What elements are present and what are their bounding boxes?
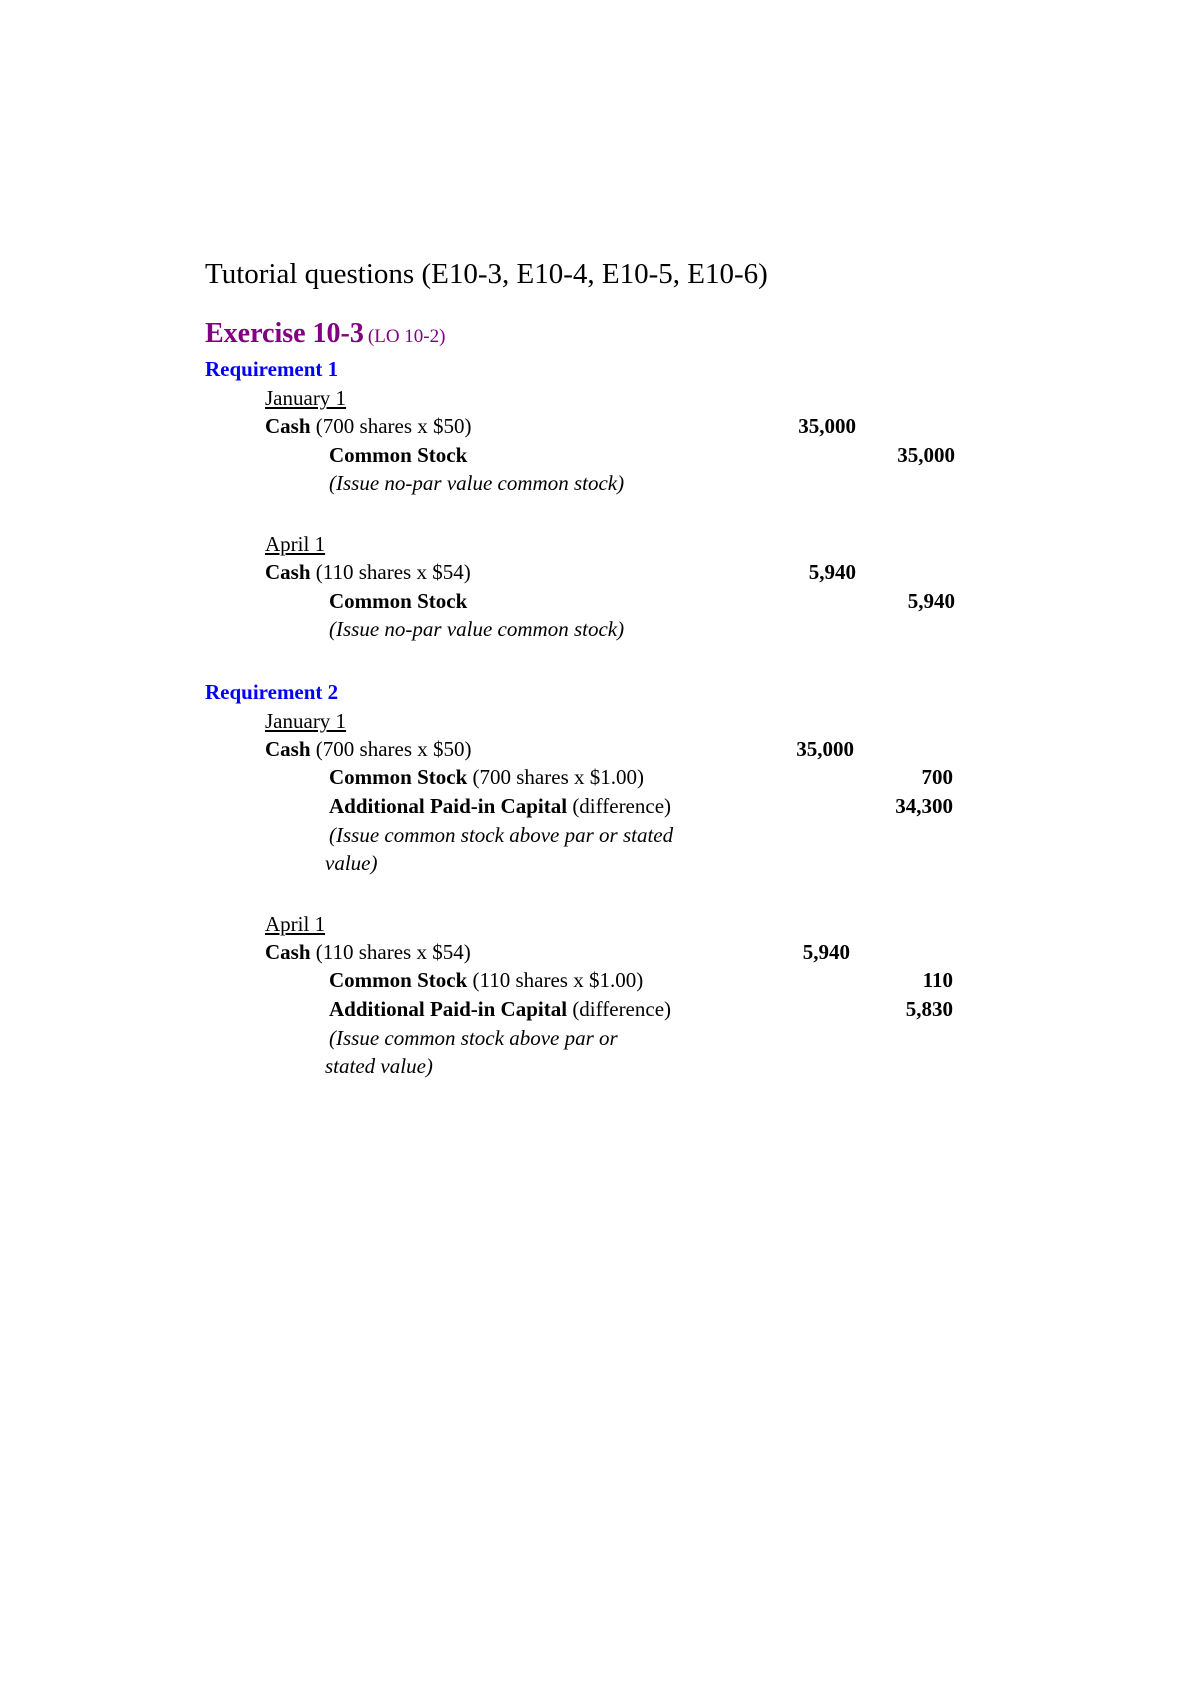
req2-entry2-debit-amount: 5,940 <box>802 940 850 964</box>
req2-entry1-credit1 <box>329 765 644 789</box>
req1-entry1-date: January 1 <box>265 386 347 410</box>
req1-entry2-debit <box>265 560 471 584</box>
req2-entry2-debit <box>265 940 471 964</box>
credit-detail: (700 shares x $1.00) <box>472 765 644 789</box>
credit-detail: (difference) <box>572 794 672 818</box>
credit-detail: (difference) <box>572 997 672 1021</box>
req2-entry1-date: January 1 <box>265 709 347 733</box>
exercise-title: Exercise 10-3 <box>205 318 364 349</box>
debit-detail: (700 shares x $50) <box>315 414 472 438</box>
req2-entry2-credit2 <box>329 997 671 1021</box>
req2-entry1-credit1-amount: 700 <box>921 765 953 789</box>
debit-detail: (700 shares x $50) <box>315 737 472 761</box>
debit-detail: (110 shares x $54) <box>315 560 471 584</box>
req2-entry2-memo-line2: stated value) <box>325 1054 433 1078</box>
req2-entry2-memo-line1: (Issue common stock above par or <box>329 1026 618 1050</box>
req1-entry1-debit-amount: 35,000 <box>798 414 856 438</box>
req1-entry2-credit-account: Common Stock <box>329 589 468 613</box>
req1-entry2-date: April 1 <box>265 532 326 556</box>
learning-objective: (LO 10-2) <box>367 326 446 347</box>
debit-account: Cash <box>265 737 311 761</box>
req2-entry1-credit2 <box>329 794 671 818</box>
req2-entry1-credit2-amount: 34,300 <box>895 794 953 818</box>
req1-entry1-memo: (Issue no-par value common stock) <box>329 471 625 495</box>
req2-entry2-credit2-amount: 5,830 <box>905 997 953 1021</box>
req1-entry1-credit-amount: 35,000 <box>897 443 955 467</box>
requirement-2-heading: Requirement 2 <box>205 680 339 704</box>
req2-entry1-memo-line2: value) <box>325 851 378 875</box>
req2-entry2-credit1-amount: 110 <box>922 968 953 992</box>
requirement-1-heading: Requirement 1 <box>205 357 339 381</box>
credit-account: Additional Paid-in Capital <box>329 794 568 818</box>
req2-entry1-memo-line1: (Issue common stock above par or stated <box>329 823 674 847</box>
page-title: Tutorial questions (E10-3, E10-4, E10-5, E10-6) <box>205 258 768 290</box>
exercise-heading <box>205 318 445 350</box>
req1-entry1-debit <box>265 414 472 438</box>
req1-entry2-memo: (Issue no-par value common stock) <box>329 617 625 641</box>
req2-entry2-credit1 <box>329 968 643 992</box>
req1-entry2-credit-amount: 5,940 <box>907 589 955 613</box>
req1-entry2-debit-amount: 5,940 <box>808 560 856 584</box>
req2-entry1-debit-amount: 35,000 <box>796 737 854 761</box>
debit-account: Cash <box>265 940 311 964</box>
debit-detail: (110 shares x $54) <box>315 940 471 964</box>
credit-account: Additional Paid-in Capital <box>329 997 568 1021</box>
debit-account: Cash <box>265 560 311 584</box>
debit-account: Cash <box>265 414 311 438</box>
req2-entry1-debit <box>265 737 472 761</box>
credit-account: Common Stock <box>329 968 468 992</box>
req2-entry2-date: April 1 <box>265 912 326 936</box>
credit-account: Common Stock <box>329 765 468 789</box>
credit-detail: (110 shares x $1.00) <box>472 968 644 992</box>
req1-entry1-credit-account: Common Stock <box>329 443 468 467</box>
